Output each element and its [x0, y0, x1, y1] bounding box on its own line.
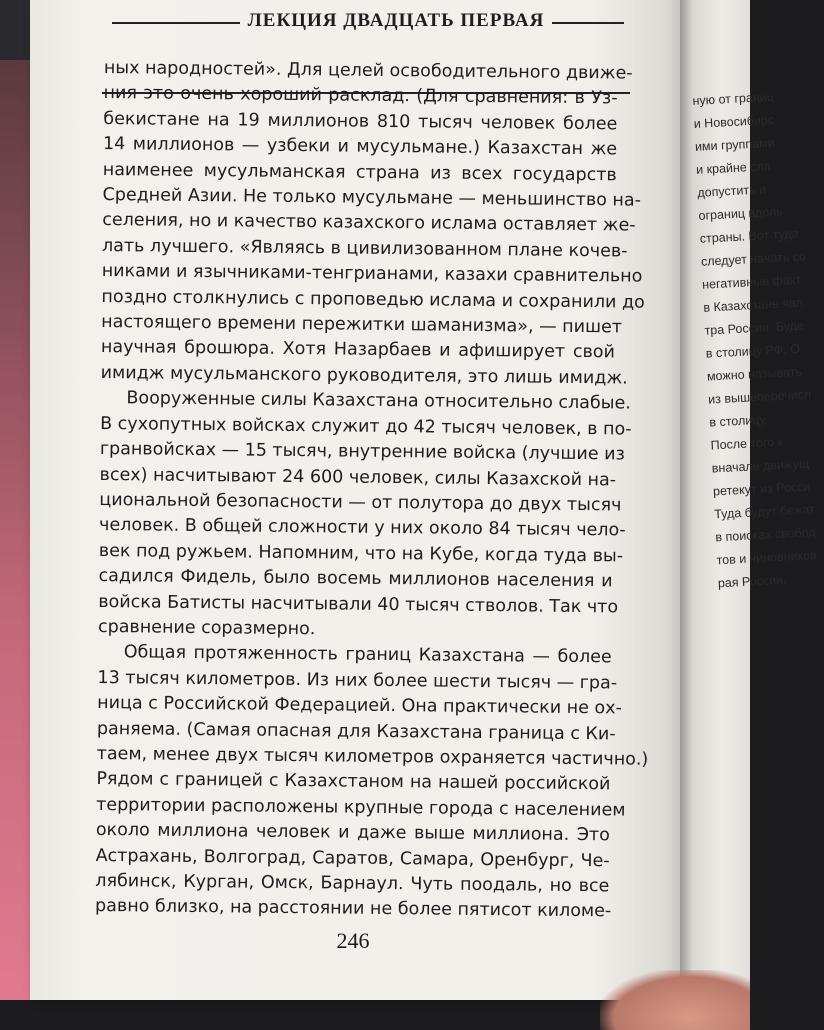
facing-text-line: ретекут из Росси	[712, 479, 811, 499]
facing-text-line: ную от границ	[692, 89, 775, 108]
facing-text-line: негативные факт	[701, 272, 802, 292]
facing-text-line: следует начать со	[700, 249, 807, 269]
text-line: ния это очень хороший расклад. (Для сравнения: в Уз-	[103, 83, 618, 109]
facing-text-line: в Казахстане явл	[703, 295, 804, 315]
facing-text-line: в столицу.	[709, 412, 769, 430]
text-line: настоящего времени пережитки шаманизма», — пишет	[101, 312, 623, 338]
text-line: раняема. (Самая опасная для Казахстана граница с Ки-	[96, 718, 616, 744]
facing-text-line: тра России. Буде	[704, 318, 805, 338]
facing-text-line: После того к	[710, 434, 784, 453]
page-body-text	[94, 56, 649, 925]
text-line: бекистане на 19 миллионов 810 тысяч человек более	[103, 108, 618, 135]
text-line: поздно столкнулись с проповедью ислама и сохранили до	[101, 286, 645, 313]
text-line: территории расположены крупные города с населением	[96, 794, 626, 821]
text-line: войска Батисты насчитывали 40 тысяч стволов. Так что	[98, 591, 619, 617]
text-line: имидж мусульманского руководителя, это лишь имидж.	[100, 362, 628, 389]
text-line: Рядом с границей с Казахстаном на нашей российской	[96, 769, 611, 795]
text-line: селения, но и качество казахского ислама оставляет же-	[102, 210, 636, 237]
text-line: наименее мусульманская страна из всех государств	[102, 159, 617, 186]
facing-text-line: и Новосибирс	[693, 112, 775, 131]
text-line: лать лучшего. «Являясь в цивилизованном плане кочев-	[101, 235, 628, 262]
text-line: никами и язычниками-тенгрианами, казахи сравнительно	[101, 261, 643, 287]
facing-text-line: тов и чиновников	[716, 548, 818, 568]
facing-text-line: из вышеперечисл	[707, 387, 812, 407]
facing-text-line: ограниц вдоль	[698, 204, 784, 223]
text-line: равно близко, на расстоянии не более пятисот киломе-	[94, 896, 612, 922]
thumb-shadow	[600, 970, 750, 1030]
text-line: ница с Российской Федерацией. Она практически не ох-	[97, 693, 622, 719]
text-line: Астрахань, Волгоград, Саратов, Самара, Оренбург, Че-	[95, 845, 610, 871]
text-line: ных народностей». Для целей освободительного движе-	[103, 57, 633, 84]
text-line: лябинск, Курган, Омск, Барнаул. Чуть поодаль, но все	[95, 870, 610, 897]
text-line: циональной безопасности — от полутора до двух тысяч	[99, 489, 622, 516]
facing-text-line: ими группами	[694, 135, 775, 154]
facing-text-line: в поисках свобод	[715, 525, 817, 545]
facing-text-line: Туда будут бежат	[713, 502, 816, 522]
text-line: таем, менее двух тысяч километров охраняется частично.)	[96, 743, 649, 770]
facing-text-line: рая Россия.	[717, 572, 787, 591]
text-line: Средней Азии. Не только мусульмане — меньшинство на-	[102, 185, 642, 211]
running-head: ЛЕКЦИЯ ДВАДЦАТЬ ПЕРВАЯ	[240, 10, 552, 32]
text-line: около миллиона человек и даже выше миллиона. Это	[95, 820, 610, 846]
text-line: 13 тысяч километров. Из них более шести тысяч — гра-	[97, 667, 618, 694]
text-line: В сухопутных войсках служит до 42 тысяч человек, в по-	[100, 413, 632, 440]
text-line: научная брошюра. Хотя Назарбаев и афиширует свой	[100, 337, 616, 363]
facing-text-line: можно называть	[706, 364, 803, 384]
page-number: 246	[336, 928, 370, 953]
facing-text-line: и крайне сла	[695, 158, 772, 177]
facing-text-line: страны. Вот туда	[699, 226, 799, 246]
text-line: всех) насчитывают 24 600 человек, силы Казахской на-	[99, 464, 617, 490]
text-line: сравнение соразмерно.	[97, 616, 316, 640]
text-line: садился Фидель, было восемь миллионов населения и	[98, 566, 613, 592]
facing-text-line: вначале движущ	[711, 456, 810, 476]
text-line: Общая протяженность границ Казахстана — более	[123, 642, 612, 668]
text-line: гранвойсках — 15 тысяч, внутренние войска (лучшие из	[99, 439, 625, 465]
facing-text-line: допустить и	[697, 182, 767, 200]
text-line: век под ружьем. Напомним, что на Кубе, когда туда вы-	[98, 540, 624, 567]
text-line: человек. В общей сложности у них около 84 тысяч чело-	[98, 515, 626, 541]
text-line: Вооруженные силы Казахстана относительно слабые.	[126, 388, 631, 414]
facing-text-line: в столицу РФ. О	[705, 341, 801, 361]
text-line: 14 миллионов — узбеки и мусульмане.) Казахстан же	[102, 134, 618, 160]
